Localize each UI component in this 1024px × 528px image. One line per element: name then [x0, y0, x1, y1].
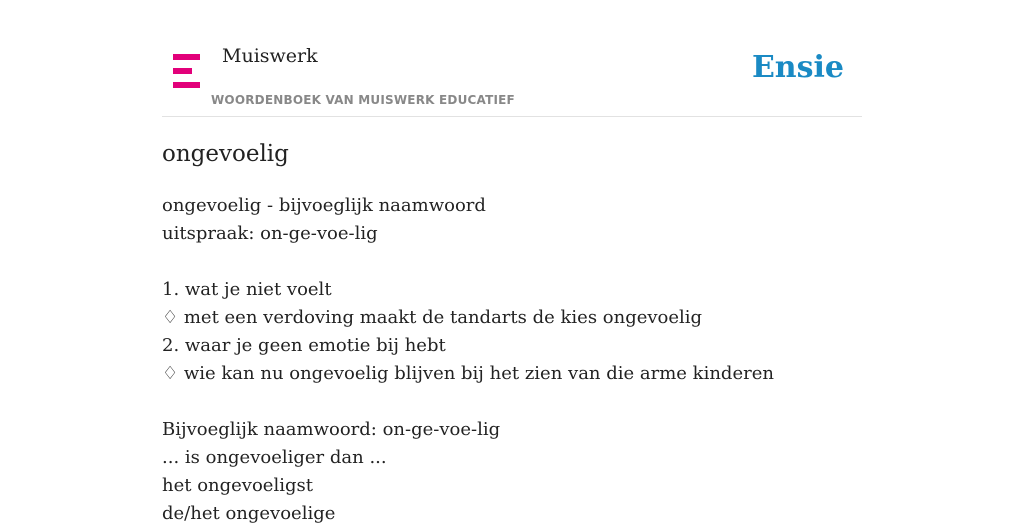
- muiswerk-logo[interactable]: [173, 54, 200, 88]
- definition-line: ♢ wie kan nu ongevoelig blijven bij het zien van die arme kinderen: [162, 363, 774, 384]
- logo-bar-bottom: [173, 82, 200, 88]
- definition-line: de/het ongevoelige: [162, 503, 336, 524]
- definition-line: ongevoelig - bijvoeglijk naamwoord: [162, 195, 486, 216]
- definition-body: [162, 192, 862, 528]
- definition-line: 2. waar je geen emotie bij hebt: [162, 335, 446, 356]
- entry-title: ongevoelig: [162, 141, 289, 167]
- definition-line: ♢ met een verdoving maakt de tandarts de kies ongevoelig: [162, 307, 703, 328]
- logo-bar-middle: [173, 68, 192, 74]
- definition-line: het ongevoeligst: [162, 475, 313, 496]
- site-header: [162, 0, 862, 117]
- dictionary-subtitle: WOORDENBOEK VAN MUISWERK EDUCATIEF: [211, 93, 515, 107]
- definition-line: ... is ongevoeliger dan ...: [162, 447, 387, 468]
- definition-line: uitspraak: on-ge-voe-lig: [162, 223, 378, 244]
- definition-line: [162, 248, 862, 276]
- definition-line: Bijvoeglijk naamwoord: on-ge-voe-lig: [162, 419, 501, 440]
- definition-line: 1. wat je niet voelt: [162, 279, 332, 300]
- ensie-logo[interactable]: Ensie: [751, 50, 844, 85]
- logo-bar-top: [173, 54, 200, 60]
- brand-name[interactable]: Muiswerk: [222, 45, 318, 67]
- definition-line: [162, 388, 862, 416]
